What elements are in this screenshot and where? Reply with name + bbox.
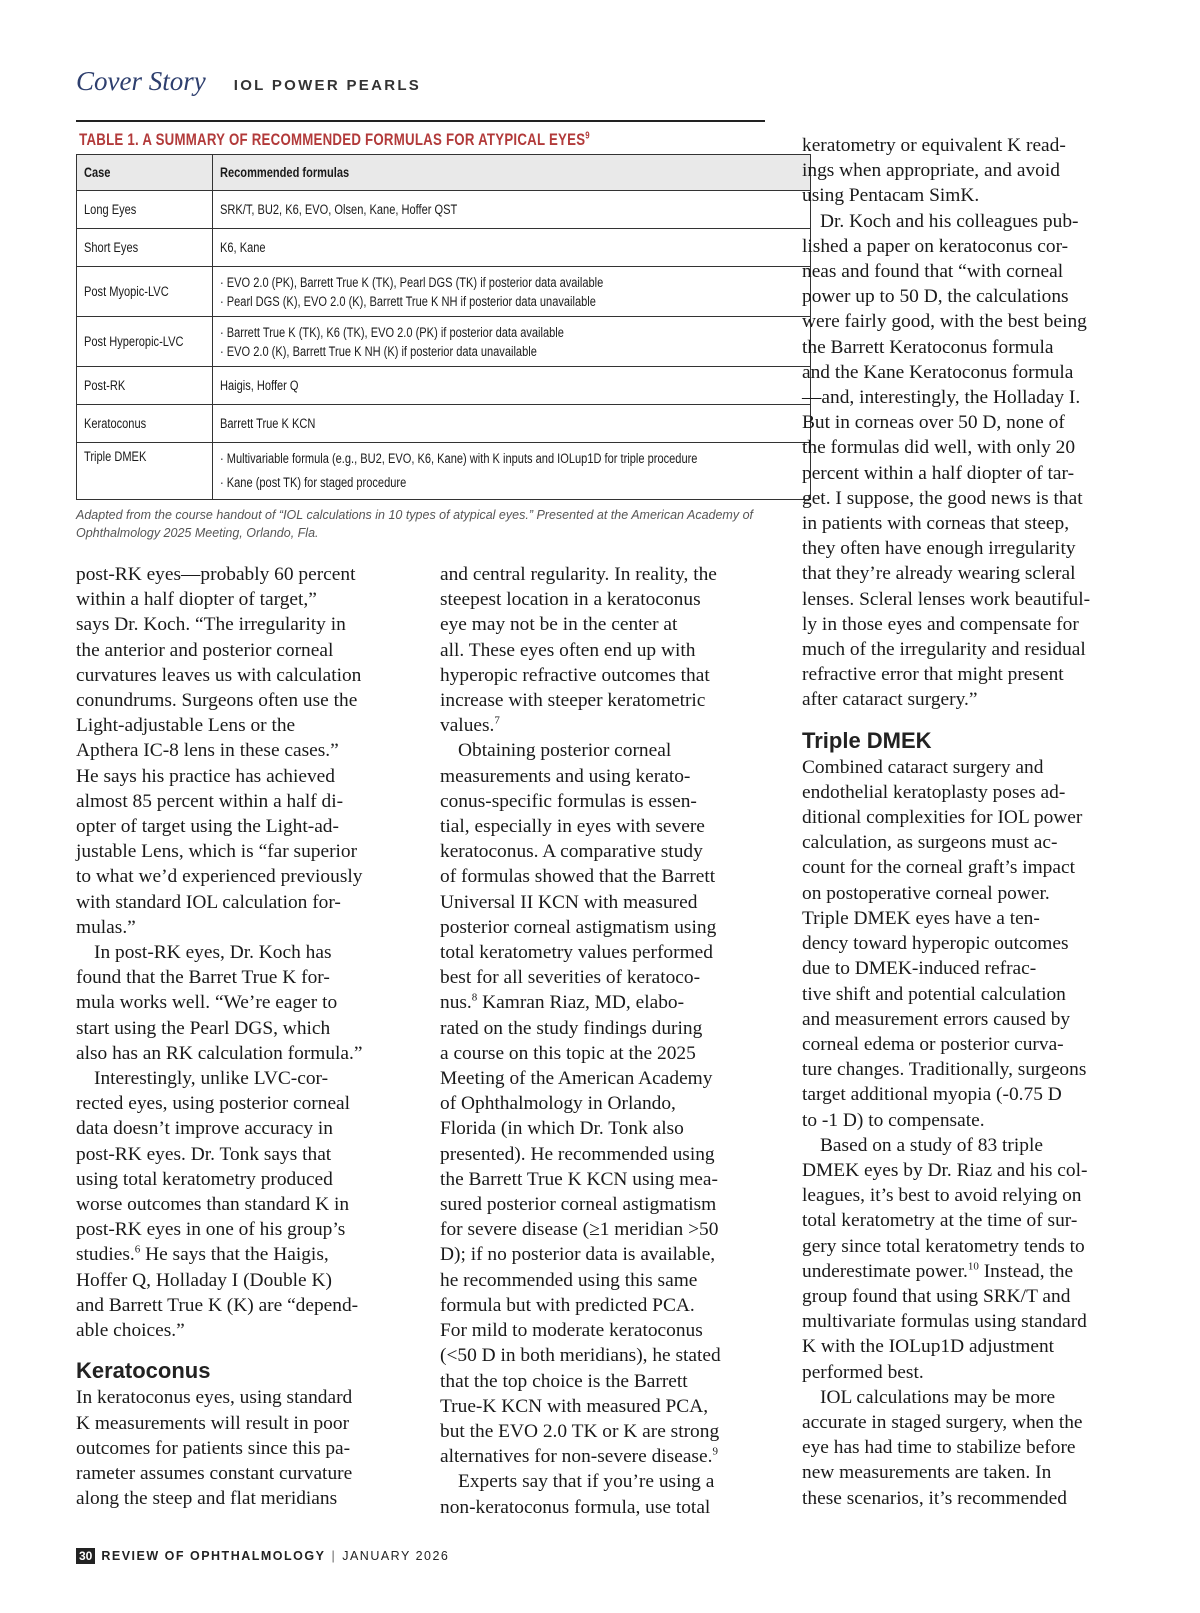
table-row: Short Eyes K6, Kane — [77, 229, 811, 267]
article-column-2: and central regularity. In reality, the steepest location in a keratoconus eye may not be in the center at all. These eyes often end up with hyperopic refractive outcomes that increase with steeper keratometric values.$^7$ Obtaining posterior corneal measurements and using kerato- conus-specific formulas is essen- tial, especially in eyes with severe keratoconus. A comparative study of formulas showed that the Barrett Universal II KCN with measured posterior corneal astigmatism using total keratometry values performed best for all severities of keratoco- nus.$^8$ Kamran Riaz, MD, elabo- rated on the study findings during a course on this topic at the 2025 Meeting of the American Academy of Ophthalmology in Orlando, Florida (in which Dr. Tonk also presented). He recommended using the Barrett True K KCN using mea- sured posterior corneal astigmatism for severe disease (≥1 meridian >50 D); if no posterior data is available, he recommended using this same formula but with predicted PCA. For mild to moderate keratoconus (<50 D in both meridians), he stated that the top choice is the Barrett True-K KCN with measured PCA, but the EVO 2.0 TK or K are strong alternatives for non-severe disease.$^9$ Experts say that if you’re using a non-keratoconus formula, use total — [440, 564, 721, 1518]
article-topic: IOL POWER PEARLS — [233, 77, 422, 94]
table-row: Keratoconus Barrett True K KCN — [77, 405, 811, 443]
footer-separator: | — [331, 1549, 337, 1563]
triple-dmek-heading: Triple DMEK — [802, 727, 932, 753]
page-header — [76, 66, 421, 100]
table-row: Triple DMEK · Multivariable formula (e.g., BU2, EVO, K6, Kane) with K inputs and IOLup1D for triple procedure · Kane (post TK) for staged procedure — [77, 443, 811, 500]
table-row: Long Eyes SRK/T, BU2, K6, EVO, Olsen, Kane, Hoffer QST — [77, 191, 811, 229]
page-number: 30 — [76, 1548, 95, 1564]
section-name: Cover Story — [76, 66, 206, 96]
keratoconus-heading: Keratoconus — [76, 1358, 211, 1384]
publication-name: REVIEW OF OPHTHALMOLOGY — [101, 1549, 326, 1563]
table-title: TABLE 1. A SUMMARY OF RECOMMENDED FORMULAS FOR ATYPICAL EYES$^9$ — [79, 130, 590, 149]
formula-table — [76, 120, 765, 500]
article-column-1: post-RK eyes—probably 60 percent within a half diopter of target,” says Dr. Koch. “The irregularity in the anterior and posterior corneal curvatures leaves us with calculation conundrums. Surgeons often use the Light-adjustable Lens or the Apthera IC-8 lens in these cases.” He says his practice has achieved almost 85 percent within a half di- opter of target using the Light-ad- justable Lens, which is “far superior to what we’d experienced previously with standard IOL calculation for- mulas.” In post-RK eyes, Dr. Koch has found that the Barret True K for- mula works well. “We’re eager to start using the Pearl DGS, which also has an RK calculation formula.” Interestingly, unlike LVC-cor- rected eyes, using posterior corneal data doesn’t improve accuracy in post-RK eyes. Dr. Tonk says that using total keratometry produced worse outcomes than standard K in post-RK eyes in one of his group’s studies.$^6$ He says that the Haigis, Hoffer Q, Holladay I (Double K) and Barrett True K (K) are “depend- able choices.” Keratoconus In keratoconus eyes, using standard K measurements will result in poor outcomes for patients since this pa- rameter assumes constant curvature along the steep and flat meridians — [76, 562, 406, 1511]
header-formulas: Recommended formulas — [213, 155, 810, 191]
issue-date: JANUARY 2026 — [342, 1549, 450, 1563]
table-row: Post Hyperopic-LVC · Barrett True K (TK), K6 (TK), EVO 2.0 (PK) if posterior data available · EVO 2.0 (K), Barrett True K NH (K) if posterior data unavailable — [77, 317, 811, 367]
page-footer — [76, 1548, 449, 1564]
header-case: Case — [77, 155, 213, 191]
table-header-row — [77, 155, 811, 191]
article-column-3: keratometry or equivalent K read- ings when appropriate, and avoid using Pentacam SimK. Dr. Koch and his colleagues pub- lished a paper on keratoconus cor- neas and found that “with corneal power up to 50 D, the calculations were fairly good, with the best being the Barrett Keratoconus formula and the Kane Keratoconus formula —and, interestingly, the Holladay I. But in corneas over 50 D, none of the formulas did well, with only 20 percent within a half diopter of tar- get. I suppose, the good news is that in patients with corneas that steep, they often have enough irregularity that they’re already wearing scleral lenses. Scleral lenses work beautiful- ly in those eyes and compensate for much of the irregularity and residual refractive error that might present after cataract surgery.” Triple DMEK Combined cataract surgery and endothelial keratoplasty poses ad- ditional complexities for IOL power calculation, as surgeons must ac- count for the corneal graft’s impact on postoperative corneal power. Triple DMEK eyes have a ten- dency toward hyperopic outcomes due to DMEK-induced refrac- tive shift and potential calculation and measurement errors caused by corneal edema or posterior curva- ture changes. Traditionally, surgeons target additional myopia (-0.75 D to -1 D) to compensate. Based on a study of 83 triple DMEK eyes by Dr. Riaz and his col- leagues, it’s best to avoid relying on total keratometry at the time of sur- gery since total keratometry tends to underestimate power.$^{10}$ Instead, the group found that using SRK/T and multivariate formulas using standard K with the IOLup1D adjustment performed best. IOL calculations may be more accurate in staged surgery, when the eye has had time to stabilize before new measurements are taken. In these scenarios, it’s recommended — [802, 133, 1132, 1511]
table-row: Post-RK Haigis, Hoffer Q — [77, 367, 811, 405]
table-caption: Adapted from the course handout of “IOL calculations in 10 types of atypical eyes.” Presented at the American Academy of Ophthalmology 2025 Meeting, Orlando, Fla. — [76, 508, 753, 540]
table-row: Post Myopic-LVC · EVO 2.0 (PK), Barrett True K (TK), Pearl DGS (TK) if posterior data available · Pearl DGS (K), EVO 2.0 (K), Barrett True K NH if posterior data unavailable — [77, 267, 811, 317]
